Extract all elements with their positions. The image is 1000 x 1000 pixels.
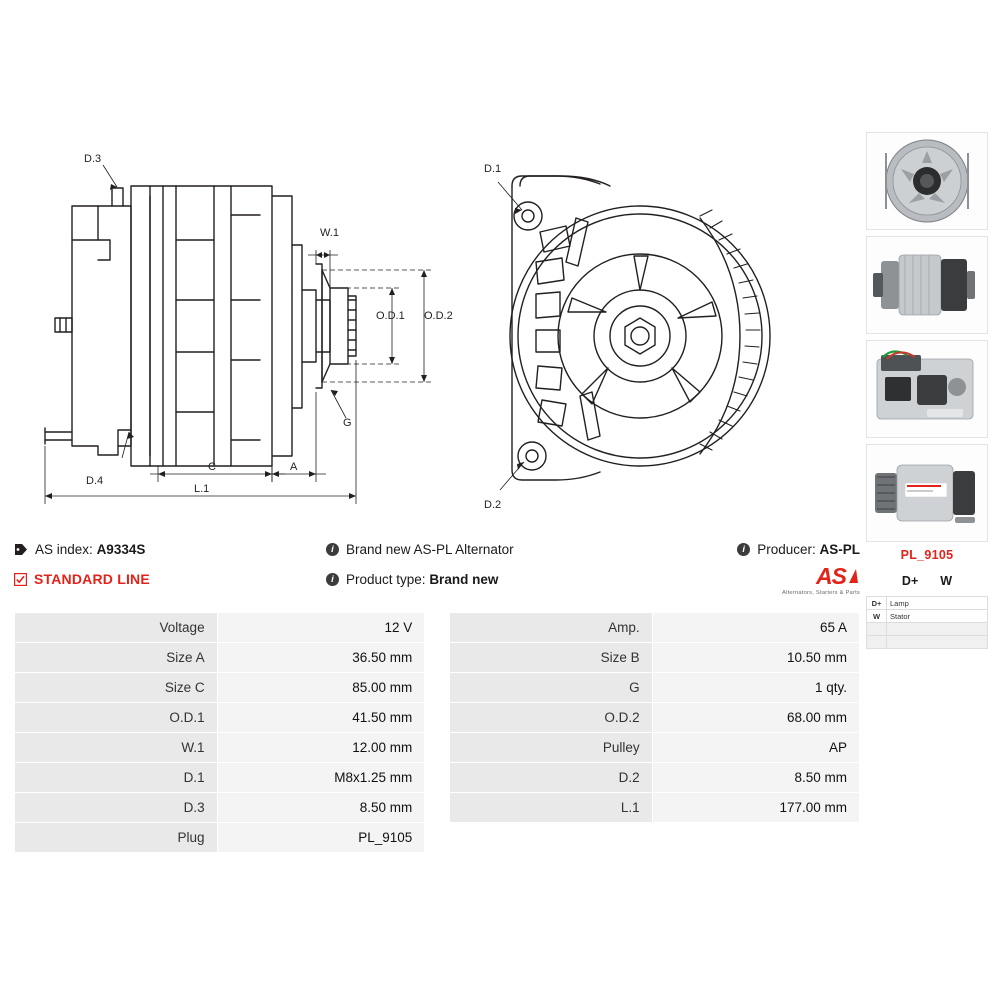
table-row [15, 703, 860, 733]
product-photo-column [866, 132, 988, 649]
brand-new-info [326, 542, 716, 557]
product-photo-front[interactable] [866, 132, 988, 230]
spacer [425, 613, 450, 643]
label-a: A [290, 461, 298, 473]
logo-text: AS [816, 562, 846, 589]
spec-label: L.1 [450, 793, 652, 823]
standard-line-text: STANDARD LINE [34, 571, 150, 587]
spec-value: AP [652, 733, 859, 763]
info-icon-producer: i [737, 543, 750, 556]
spec-label: Size B [450, 643, 652, 673]
label-d1: D.1 [484, 163, 502, 175]
pin-desc: Stator [887, 610, 988, 623]
spec-value: 68.00 mm [652, 703, 859, 733]
spec-label: Voltage [15, 613, 218, 643]
terminal-labels [866, 574, 988, 588]
producer-info [716, 542, 860, 557]
plug-code: PL_9105 [900, 548, 954, 562]
pin-table-body [867, 597, 988, 649]
product-photo-side[interactable] [866, 236, 988, 334]
brand-new-text: Brand new AS-PL Alternator [346, 541, 514, 557]
spec-value: PL_9105 [217, 823, 425, 853]
logo-mark [847, 568, 860, 584]
pin-empty [867, 636, 887, 649]
table-row [867, 597, 988, 610]
as-index-label: AS index: [35, 541, 93, 557]
table-row [15, 613, 860, 643]
info-row-2 [14, 564, 860, 594]
drawing-svg [0, 0, 860, 525]
label-d2: D.2 [484, 499, 502, 511]
pin-description-table [866, 596, 988, 649]
spec-value: 85.00 mm [217, 673, 425, 703]
product-photo-angled[interactable] [866, 444, 988, 542]
spec-value: 12 V [217, 613, 425, 643]
table-row [15, 733, 860, 763]
spec-label: D.2 [450, 763, 652, 793]
pin-name: W [867, 610, 887, 623]
spec-value: 36.50 mm [217, 643, 425, 673]
product-type-info [326, 572, 716, 587]
terminal-label-2: W [940, 574, 953, 588]
table-row [15, 793, 860, 823]
spec-value: 10.50 mm [652, 643, 859, 673]
product-photo-connector[interactable] [866, 340, 988, 438]
technical-drawings [0, 0, 860, 525]
spec-value: 12.00 mm [217, 733, 425, 763]
producer-label: Producer: [757, 541, 816, 557]
spec-table-body [15, 613, 860, 853]
label-d4: D.4 [86, 475, 104, 487]
spec-label-empty [450, 823, 652, 853]
spec-value: 8.50 mm [652, 763, 859, 793]
spec-label: Pulley [450, 733, 652, 763]
spacer [425, 703, 450, 733]
spacer [425, 763, 450, 793]
spec-value: 177.00 mm [652, 793, 859, 823]
as-index [14, 542, 326, 557]
spec-value: 8.50 mm [217, 793, 425, 823]
info-icon: i [326, 543, 339, 556]
label-c: C [208, 461, 216, 473]
spec-label: Amp. [450, 613, 652, 643]
spec-label: D.1 [15, 763, 218, 793]
table-row [15, 673, 860, 703]
table-row [15, 823, 860, 853]
spec-label: O.D.2 [450, 703, 652, 733]
label-d3: D.3 [84, 153, 102, 165]
spacer [425, 643, 450, 673]
pin-desc: Lamp [887, 597, 988, 610]
spec-value: M8x1.25 mm [217, 763, 425, 793]
as-index-value: A9334S [96, 541, 146, 557]
terminal-label-1: D+ [901, 574, 919, 588]
product-type-label: Product type: [346, 571, 426, 587]
spec-label: Size A [15, 643, 218, 673]
pin-empty-desc [887, 636, 988, 649]
spacer [425, 793, 450, 823]
spec-value: 41.50 mm [217, 703, 425, 733]
pin-name: D+ [867, 597, 887, 610]
label-g: G [343, 417, 352, 429]
info-row-1 [14, 534, 860, 564]
info-bar [14, 534, 860, 602]
producer-value: AS-PL [819, 541, 860, 557]
pin-empty [867, 623, 887, 636]
spec-label: G [450, 673, 652, 703]
spec-label: Plug [15, 823, 218, 853]
table-row [15, 763, 860, 793]
spec-value: 1 qty. [652, 673, 859, 703]
label-l1: L.1 [194, 483, 210, 495]
table-row-empty [867, 623, 988, 636]
table-row-empty [867, 636, 988, 649]
spec-value: 65 A [652, 613, 859, 643]
specifications-table [14, 612, 860, 853]
table-row [867, 610, 988, 623]
spec-value-empty [652, 823, 859, 853]
spacer [425, 673, 450, 703]
label-od1: O.D.1 [376, 310, 405, 322]
spacer [425, 823, 450, 853]
logo-subtitle: Alternators, Starters & Parts [782, 589, 860, 596]
standard-line-badge [14, 571, 326, 587]
info-icon-type: i [326, 573, 339, 586]
product-type-value: Brand new [429, 571, 499, 587]
check-box-icon [14, 573, 27, 586]
label-od2: O.D.2 [424, 310, 453, 322]
spec-label: W.1 [15, 733, 218, 763]
pin-empty-desc [887, 623, 988, 636]
aspl-logo [716, 563, 860, 596]
table-row [15, 643, 860, 673]
spec-label: O.D.1 [15, 703, 218, 733]
tag-icon [14, 543, 28, 556]
spec-label: Size C [15, 673, 218, 703]
spacer [425, 733, 450, 763]
spec-label: D.3 [15, 793, 218, 823]
label-w1: W.1 [320, 227, 339, 239]
